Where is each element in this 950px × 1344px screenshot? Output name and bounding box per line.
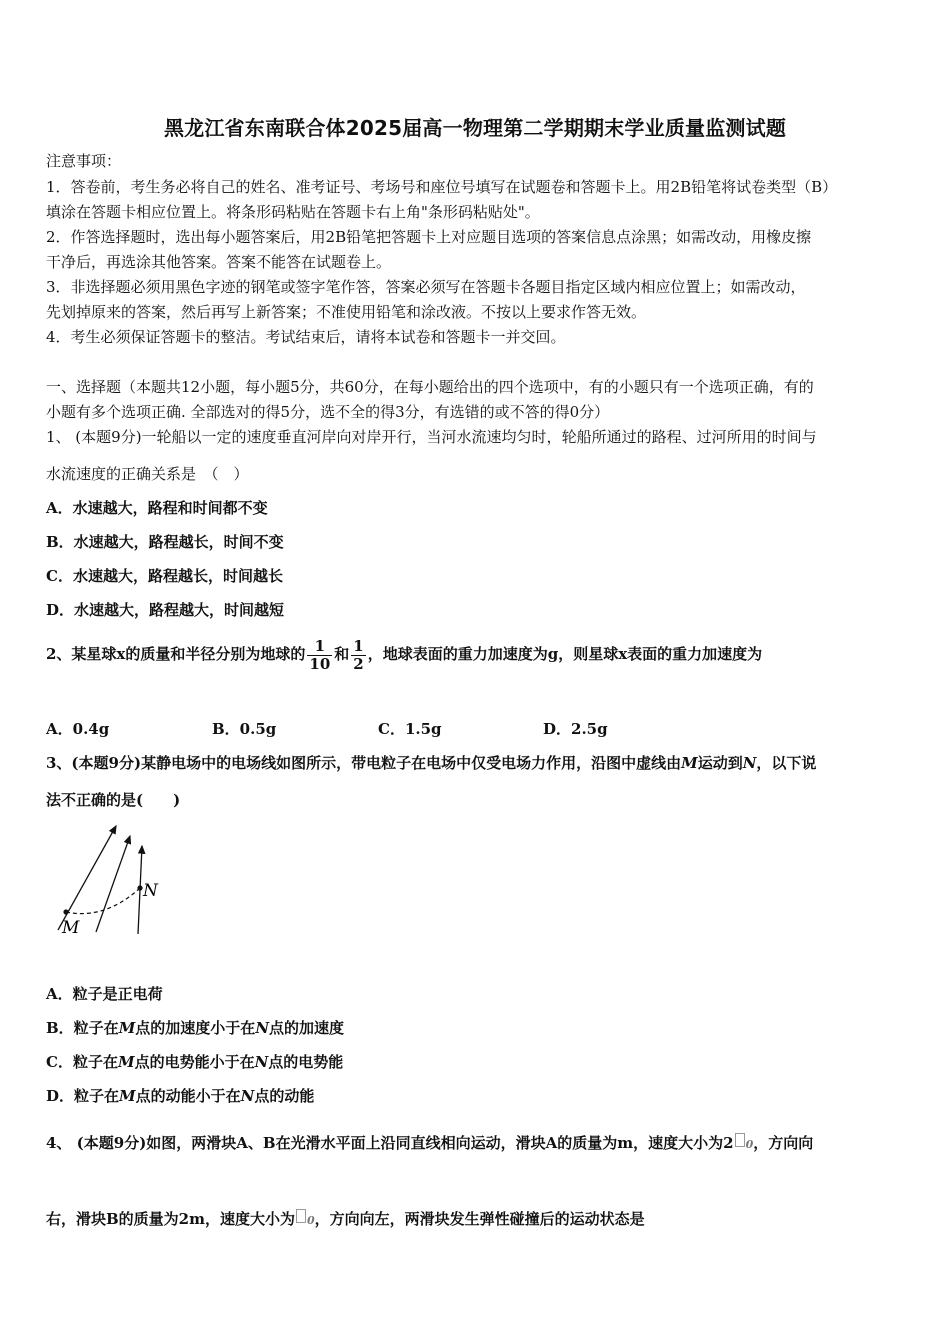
- point-n-dot: [137, 885, 142, 890]
- page-title: 黑龙江省东南联合体2025届高一物理第二学期期末学业质量监测试题: [163, 116, 787, 140]
- q2-option-d: D．2.5g: [543, 720, 608, 738]
- section-intro-line-1: 一、选择题（本题共12小题，每小题5分，共60分，在每小题给出的四个选项中，有的小题只有一个选项正确，有的: [46, 378, 814, 396]
- section-intro-line-2: 小题有多个选项正确. 全部选对的得5分，选不全的得3分，有选错的或不答的得0分）: [46, 403, 610, 421]
- q1-option-b: B．水速越大，路程越长，时间不变: [46, 533, 284, 551]
- electric-field-figure: [50, 820, 170, 940]
- q3-option-d-point-n: N: [240, 1087, 255, 1105]
- q3-stem-text-2: 运动到: [697, 754, 743, 772]
- q3-stem-line-1: [46, 753, 816, 773]
- q1-option-d: D．水速越大，路程越大，时间越短: [46, 601, 285, 619]
- q3-point-n: N: [742, 754, 757, 772]
- q3-option-d-post: 点的动能: [254, 1087, 315, 1105]
- figure-label-n: N: [143, 881, 158, 901]
- q3-option-c-post: 点的电势能: [268, 1053, 344, 1071]
- q2-option-c: C．1.5g: [378, 720, 442, 738]
- q3-option-d-mid: 点的动能小于在: [135, 1087, 241, 1105]
- q3-option-b-post: 点的加速度: [269, 1019, 345, 1037]
- q2-stem-post: ，地球表面的重力加速度为g，则星球x表面的重力加速度为: [367, 645, 763, 663]
- notice-line-7: 4．考生必须保证答题卡的整洁。考试结束后，请将本试卷和答题卡一并交回。: [46, 328, 566, 346]
- v0-placeholder-icon: [296, 1209, 306, 1223]
- q3-option-b-mid: 点的加速度小于在: [135, 1019, 256, 1037]
- q3-option-c-pre: C．粒子在: [46, 1053, 118, 1071]
- q3-option-c: [46, 1052, 343, 1072]
- field-line-2: [96, 836, 130, 932]
- q2-option-a: A．0.4g: [46, 720, 110, 738]
- q4-stem-text-3: 右，滑块B的质量为2m，速度大小为: [46, 1210, 295, 1228]
- q4-v0-symbol: 0: [745, 1138, 754, 1151]
- notice-line-4: 干净后，再选涂其他答案。答案不能答在试题卷上。: [46, 253, 392, 271]
- q3-option-b-pre: B．粒子在: [46, 1019, 119, 1037]
- q2-fraction-1-denominator: 10: [309, 654, 331, 673]
- q2-fraction-2-numerator: 1: [353, 636, 364, 655]
- q3-option-b-point-m: M: [118, 1019, 136, 1037]
- q2-option-b: B．0.5g: [212, 720, 277, 738]
- q1-stem-line-2: 水流速度的正确关系是 （ ）: [46, 465, 249, 483]
- q3-option-b-point-n: N: [255, 1019, 270, 1037]
- q3-option-d-pre: D．粒子在: [46, 1087, 120, 1105]
- q3-option-c-mid: 点的电势能小于在: [134, 1053, 255, 1071]
- particle-trajectory: [66, 888, 140, 914]
- notice-heading: 注意事项：: [46, 152, 122, 170]
- figure-label-m: M: [62, 918, 80, 938]
- q4-stem-text-4: ，方向向左，两滑块发生弹性碰撞后的运动状态是: [314, 1210, 645, 1228]
- q1-option-c: C．水速越大，路程越长，时间越长: [46, 567, 283, 585]
- notice-line-5: 3．非选择题必须用黑色字迹的钢笔或签字笔作答，答案必须写在答题卡各题目指定区域内相应位置上；如需改动，: [46, 278, 806, 296]
- point-m-dot: [63, 909, 68, 914]
- notice-line-1: 1．答卷前，考生务必将自己的姓名、准考证号、考场号和座位号填写在试题卷和答题卡上。用2B铅笔将试卷类型（B）: [46, 178, 838, 196]
- q2-fraction-1: [307, 638, 332, 673]
- q4-stem-line-1: [46, 1133, 813, 1155]
- q3-option-d: [46, 1086, 314, 1106]
- q2-fraction-2: [351, 638, 365, 673]
- notice-line-2: 填涂在答题卡相应位置上。将条形码粘贴在答题卡右上角"条形码粘贴处"。: [46, 203, 540, 221]
- q1-option-a: A．水速越大，路程和时间都不变: [46, 499, 268, 517]
- q2-stem: [46, 636, 762, 673]
- q3-option-c-point-m: M: [117, 1053, 135, 1071]
- v0-placeholder-icon: [735, 1133, 745, 1147]
- q2-fraction-2-denominator: 2: [353, 654, 364, 673]
- q4-v0-symbol-2: 0: [307, 1214, 315, 1227]
- q1-stem-line-1: 1、 (本题9分)一轮船以一定的速度垂直河岸向对岸开行，当河水流速均匀时，轮船所通过的路程、过河所用的时间与: [46, 428, 817, 446]
- q2-stem-pre: 2、某星球x的质量和半径分别为地球的: [46, 645, 306, 663]
- q3-stem-line-2: 法不正确的是( ): [46, 791, 181, 809]
- q3-option-d-point-m: M: [119, 1087, 136, 1105]
- q3-stem-text: 3、(本题9分)某静电场中的电场线如图所示，带电粒子在电场中仅受电场力作用，沿图中虚线由: [46, 754, 682, 772]
- q3-point-m: M: [681, 754, 698, 772]
- q3-option-a: A．粒子是正电荷: [46, 985, 163, 1003]
- q2-stem-mid: 和: [334, 645, 350, 663]
- q4-stem-line-2: [46, 1209, 645, 1231]
- q2-fraction-1-numerator: 1: [314, 636, 326, 655]
- q4-stem-text-1: 4、 (本题9分)如图，两滑块A、B在光滑水平面上沿同直线相向运动，滑块A的质量为m，速度大小为2: [46, 1134, 734, 1152]
- notice-line-6: 先划掉原来的答案，然后再写上新答案；不准使用铅笔和涂改液。不按以上要求作答无效。: [46, 303, 647, 321]
- q3-option-c-point-n: N: [254, 1053, 269, 1071]
- notice-line-3: 2．作答选择题时，选出每小题答案后，用2B铅笔把答题卡上对应题目选项的答案信息点涂黑；如需改动，用橡皮擦: [46, 228, 812, 246]
- q3-stem-text-3: ，以下说: [756, 754, 817, 772]
- q4-stem-text-2: ，方向向: [753, 1134, 814, 1152]
- q3-option-b: [46, 1018, 344, 1038]
